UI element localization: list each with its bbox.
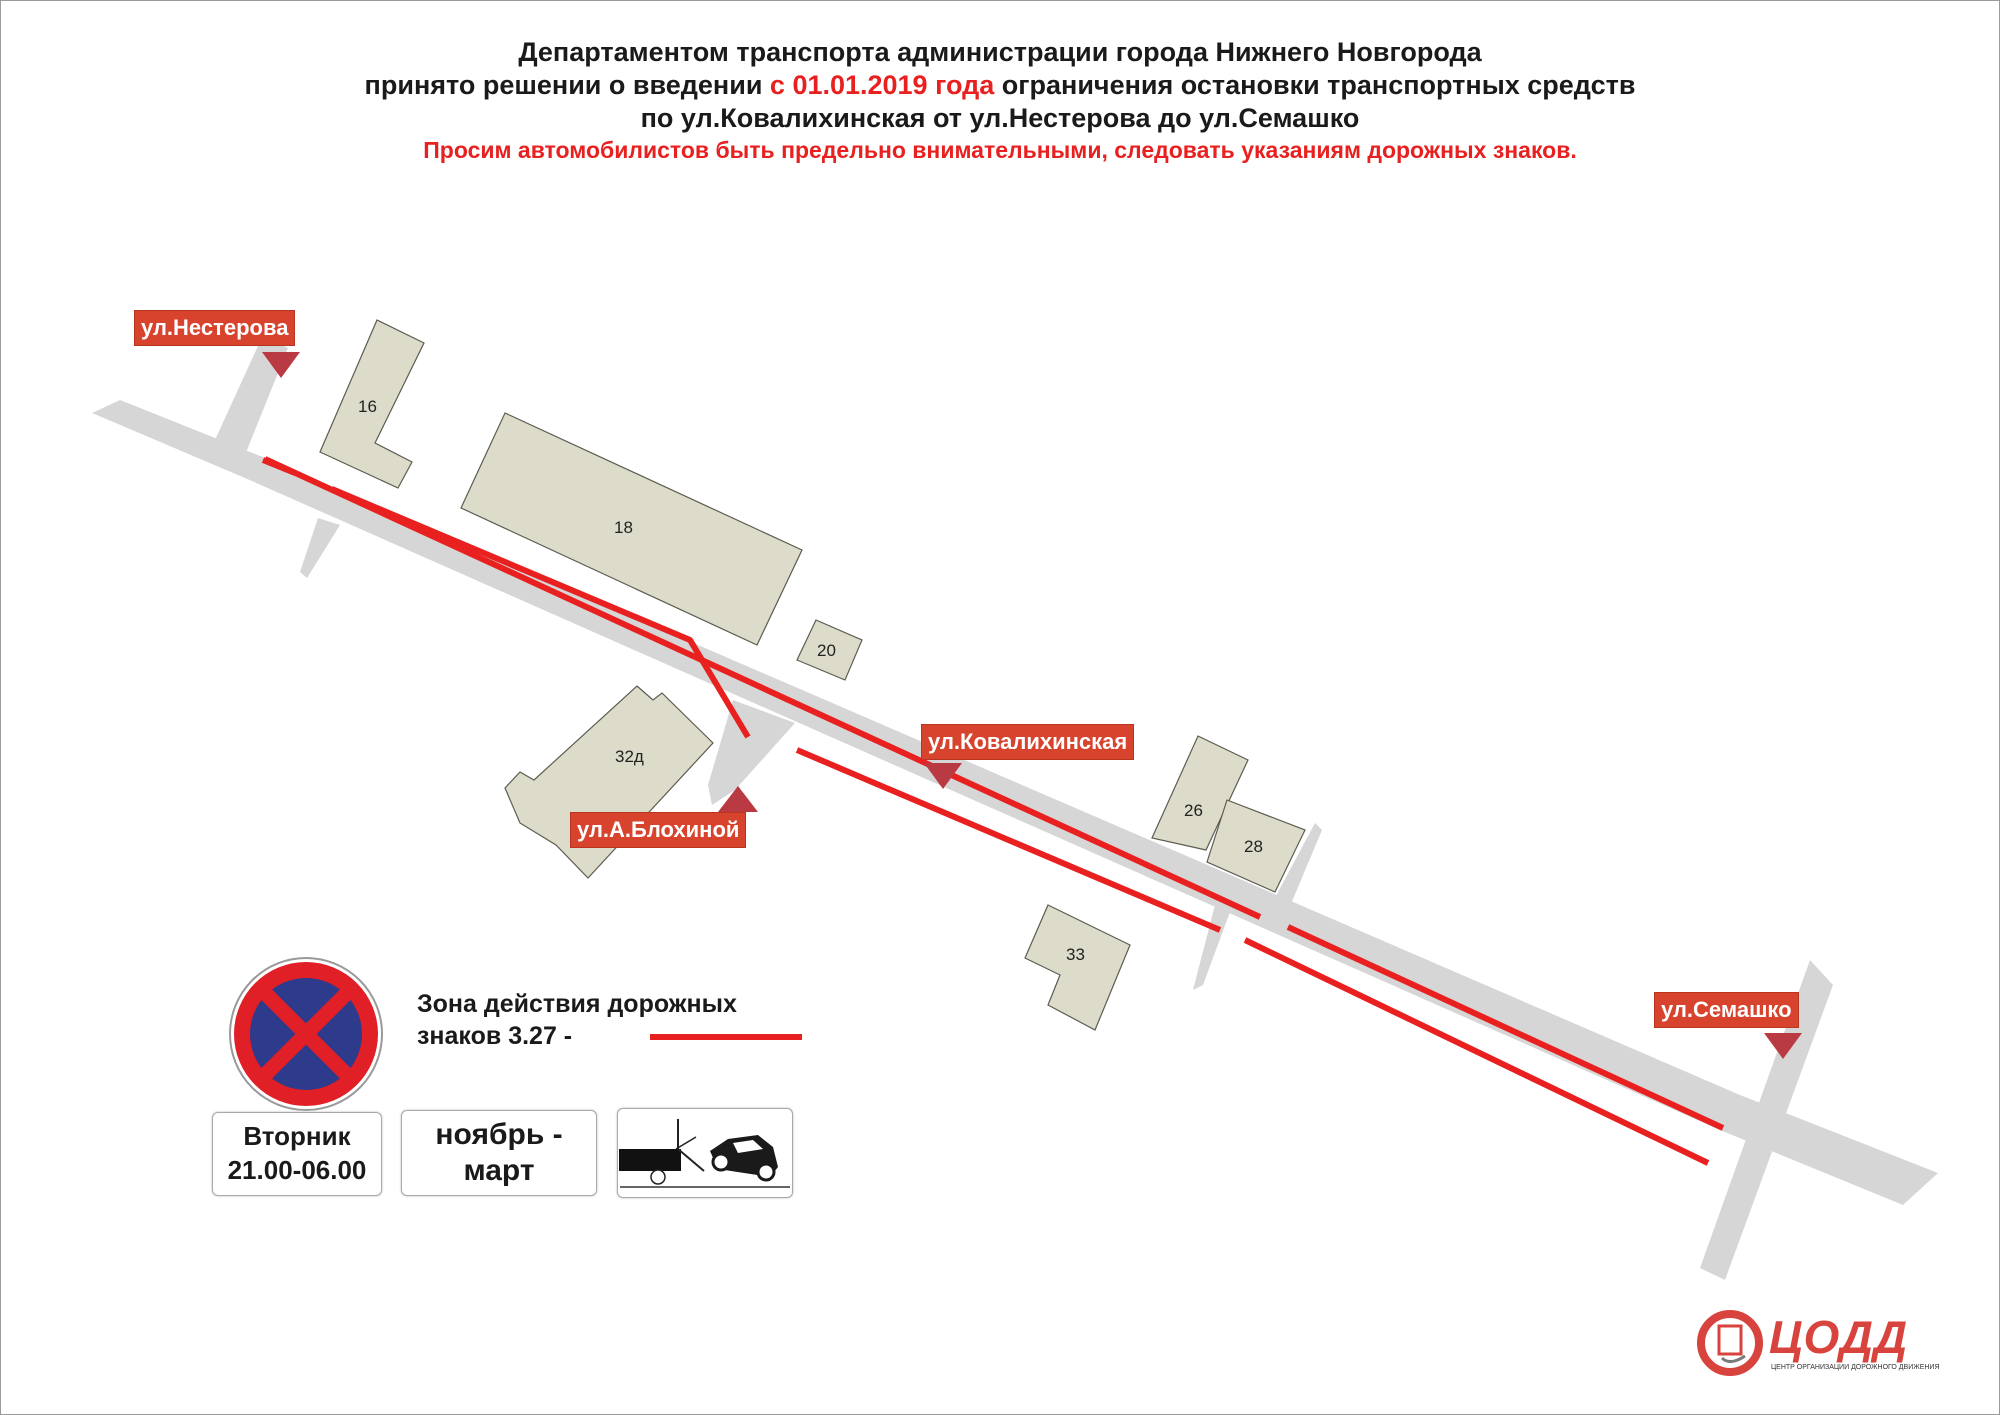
plate-season-line-2: март <box>463 1154 535 1187</box>
building-number-26: 26 <box>1184 801 1203 820</box>
codd-logo <box>1695 1308 1940 1380</box>
building-number-28: 28 <box>1244 837 1263 856</box>
buildings <box>320 320 1305 1030</box>
zone-line-north-3 <box>797 750 1220 930</box>
no-stopping-sign-icon <box>230 958 382 1110</box>
header-text <box>0 36 2000 165</box>
plate-time: 21.00-06.00 <box>227 1155 367 1185</box>
plate-season <box>401 1110 597 1196</box>
plate-tow-truck <box>617 1108 793 1198</box>
road-nesterova-south <box>300 518 340 578</box>
header-line-2-post: ограничения остановки транспортных средств <box>994 70 1636 100</box>
building-number-33: 33 <box>1066 945 1085 964</box>
header-line-2-pre: принято решении о введении <box>364 70 770 100</box>
building-number-18: 18 <box>614 518 633 537</box>
header-warning: Просим автомобилистов быть предельно внимательными, следовать указаниям дорожных знаков. <box>423 137 1577 163</box>
street-tag-blokhinoy: ул.А.Блохиной <box>570 812 746 848</box>
road-blokhinoy <box>708 700 795 805</box>
codd-emblem-icon <box>1695 1308 1765 1378</box>
header-date: с 01.01.2019 года <box>769 70 995 100</box>
header-line-1: Департаментом транспорта администрации города Нижнего Новгорода <box>518 37 1482 67</box>
header-line-2 <box>0 69 2000 102</box>
zone-line-south <box>265 459 1260 917</box>
legend-zone-line-1: Зона действия дорожных <box>417 990 737 1018</box>
building-33 <box>1025 905 1130 1030</box>
building-32d <box>505 686 713 878</box>
header-line-3: по ул.Ковалихинская от ул.Нестерова до ул.Семашко <box>640 103 1360 133</box>
codd-logo-subtitle: ЦЕНТР ОРГАНИЗАЦИИ ДОРОЖНОГО ДВИЖЕНИЯ <box>1771 1364 1940 1371</box>
legend-zone-text <box>417 988 737 1052</box>
legend-zone-line-2: знаков 3.27 - <box>417 1022 573 1050</box>
plate-weekday-time <box>212 1112 382 1196</box>
street-tag-semashko: ул.Семашко <box>1654 992 1799 1028</box>
codd-logo-name: ЦОДД <box>1769 1311 1909 1363</box>
street-tag-nesterova: ул.Нестерова <box>134 310 295 346</box>
building-number-20: 20 <box>817 641 836 660</box>
building-number-32d: 32д <box>615 747 644 766</box>
plate-day: Вторник <box>243 1121 351 1151</box>
building-number-16: 16 <box>358 397 377 416</box>
plate-season-line-1: ноябрь - <box>435 1118 563 1151</box>
tow-truck-icon <box>618 1109 792 1197</box>
street-tag-kovalikhinskaya: ул.Ковалихинская <box>921 724 1134 760</box>
